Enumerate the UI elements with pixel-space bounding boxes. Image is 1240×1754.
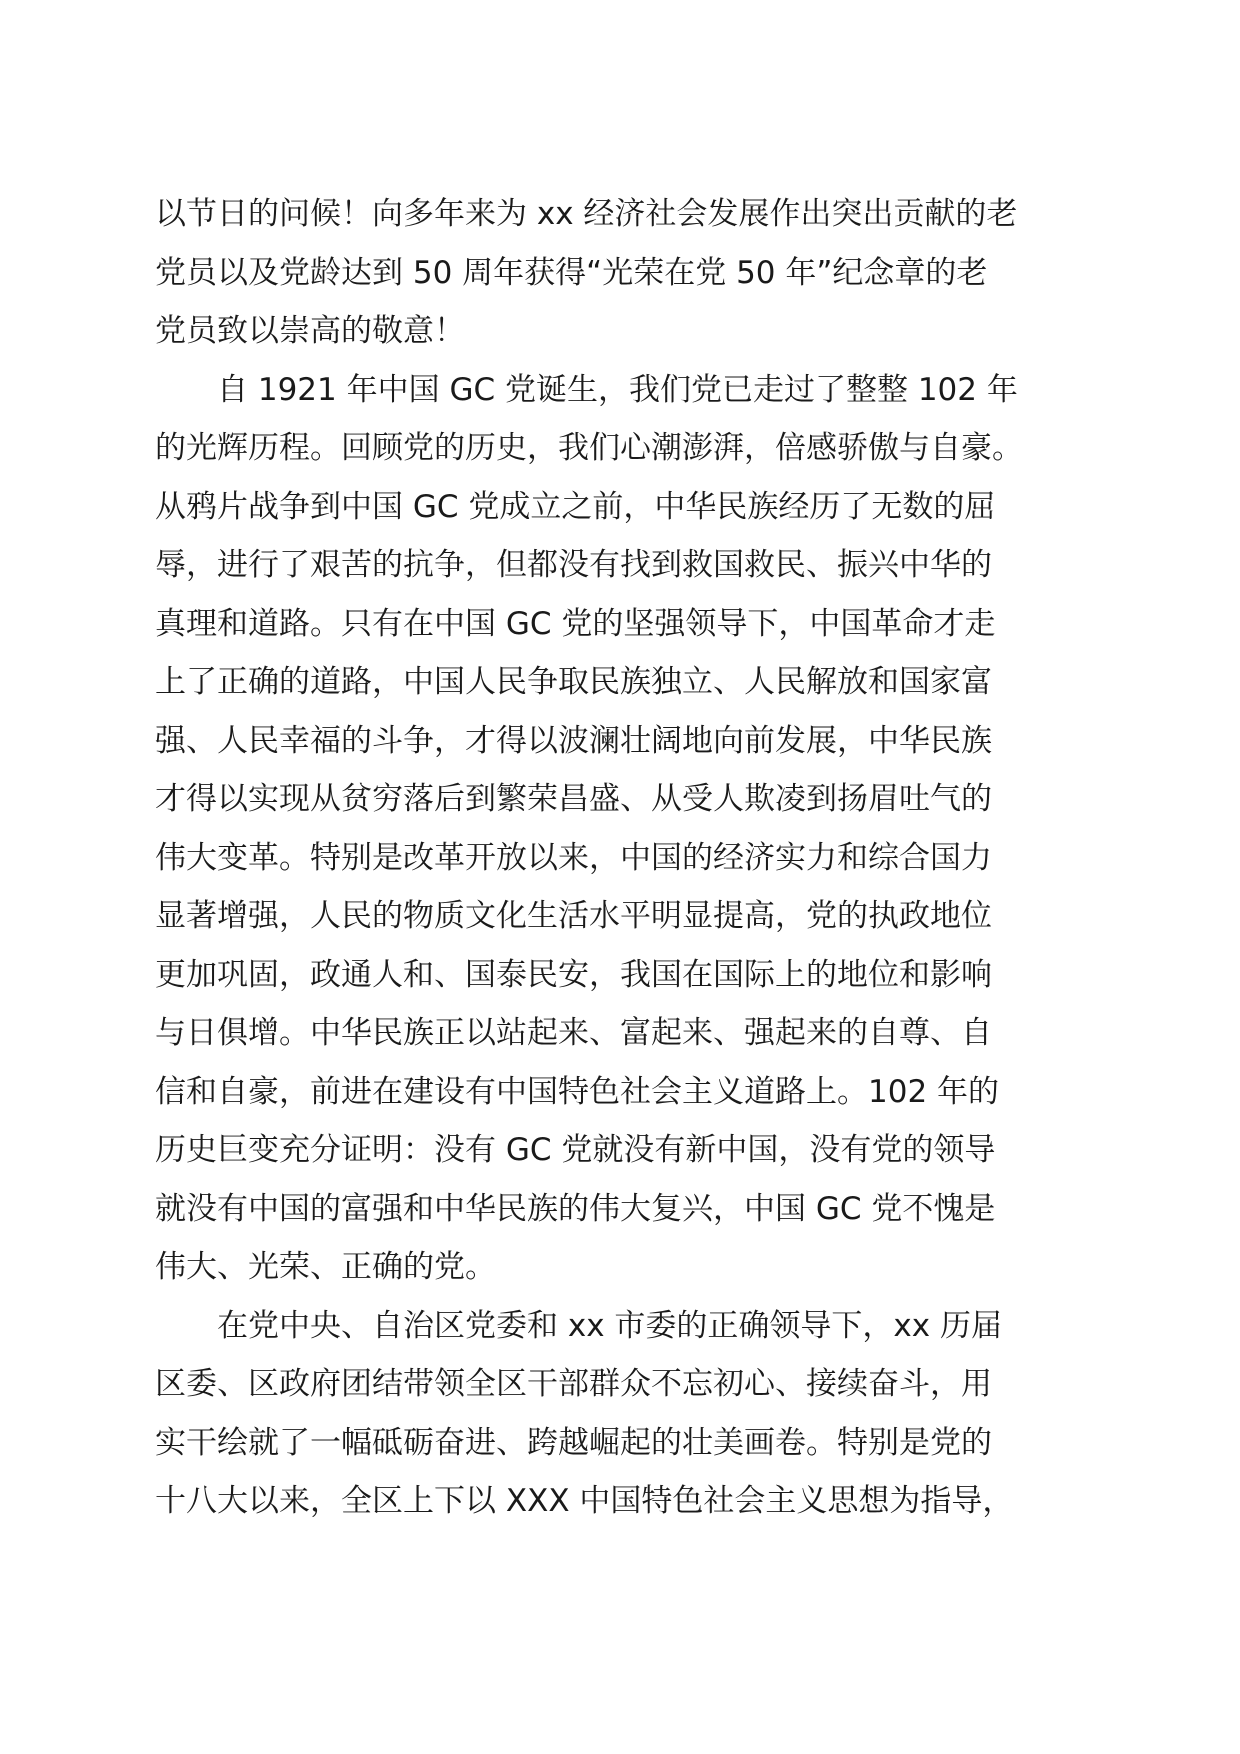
text-line: 就没有中国的富强和中华民族的伟大复兴，中国 GC 党不愧是 <box>155 1190 996 1227</box>
text-line: 党员以及党龄达到 50 周年获得“光荣在党 50 年”纪念章的老 <box>155 254 988 291</box>
text-line: 伟大变革。特别是改革开放以来，中国的经济实力和综合国力 <box>155 839 992 876</box>
paragraph-1 <box>155 185 1075 361</box>
body-text <box>155 185 1075 1531</box>
text-line: 与日俱增。中华民族正以站起来、富起来、强起来的自尊、自 <box>155 1015 992 1051</box>
text-line: 才得以实现从贫穷落后到繁荣昌盛、从受人欺凌到扬眉吐气的 <box>155 781 992 817</box>
text-line: 在党中央、自治区党委和 xx 市委的正确领导下，xx 历届 <box>217 1307 1002 1344</box>
text-line: 自 1921 年中国 GC 党诞生，我们党已走过了整整 102 年 <box>217 371 1018 408</box>
text-line: 信和自豪，前进在建设有中国特色社会主义道路上。102 年的 <box>155 1073 1000 1110</box>
text-line: 历史巨变充分证明：没有 GC 党就没有新中国，没有党的领导 <box>155 1132 996 1168</box>
text-line: 强、人民幸福的斗争，才得以波澜壮阔地向前发展，中华民族 <box>155 722 992 759</box>
paragraph-3 <box>155 1297 1075 1531</box>
text-line: 上了正确的道路，中国人民争取民族独立、人民解放和国家富 <box>155 664 992 700</box>
text-line: 党员致以崇高的敬意！ <box>155 313 465 349</box>
text-line: 十八大以来，全区上下以 XXX 中国特色社会主义思想为指导， <box>155 1483 1014 1519</box>
text-line: 的光辉历程。回顾党的历史，我们心潮澎湃，倍感骄傲与自豪。 <box>155 430 1023 466</box>
text-line: 伟大、光荣、正确的党。 <box>155 1249 496 1285</box>
paragraph-2 <box>155 361 1075 1297</box>
text-line: 真理和道路。只有在中国 GC 党的坚强领导下，中国革命才走 <box>155 605 996 642</box>
text-line: 更加巩固，政通人和、国泰民安，我国在国际上的地位和影响 <box>155 956 992 993</box>
text-line: 以节日的问候！向多年来为 xx 经济社会发展作出突出贡献的老 <box>155 196 1018 232</box>
text-line: 从鸦片战争到中国 GC 党成立之前，中华民族经历了无数的屈 <box>155 488 996 525</box>
text-line: 辱，进行了艰苦的抗争，但都没有找到救国救民、振兴中华的 <box>155 547 992 583</box>
text-line: 显著增强，人民的物质文化生活水平明显提高，党的执政地位 <box>155 898 992 934</box>
text-line: 区委、区政府团结带领全区干部群众不忘初心、接续奋斗，用 <box>155 1366 992 1402</box>
text-line: 实干绘就了一幅砥砺奋进、跨越崛起的壮美画卷。特别是党的 <box>155 1424 992 1461</box>
